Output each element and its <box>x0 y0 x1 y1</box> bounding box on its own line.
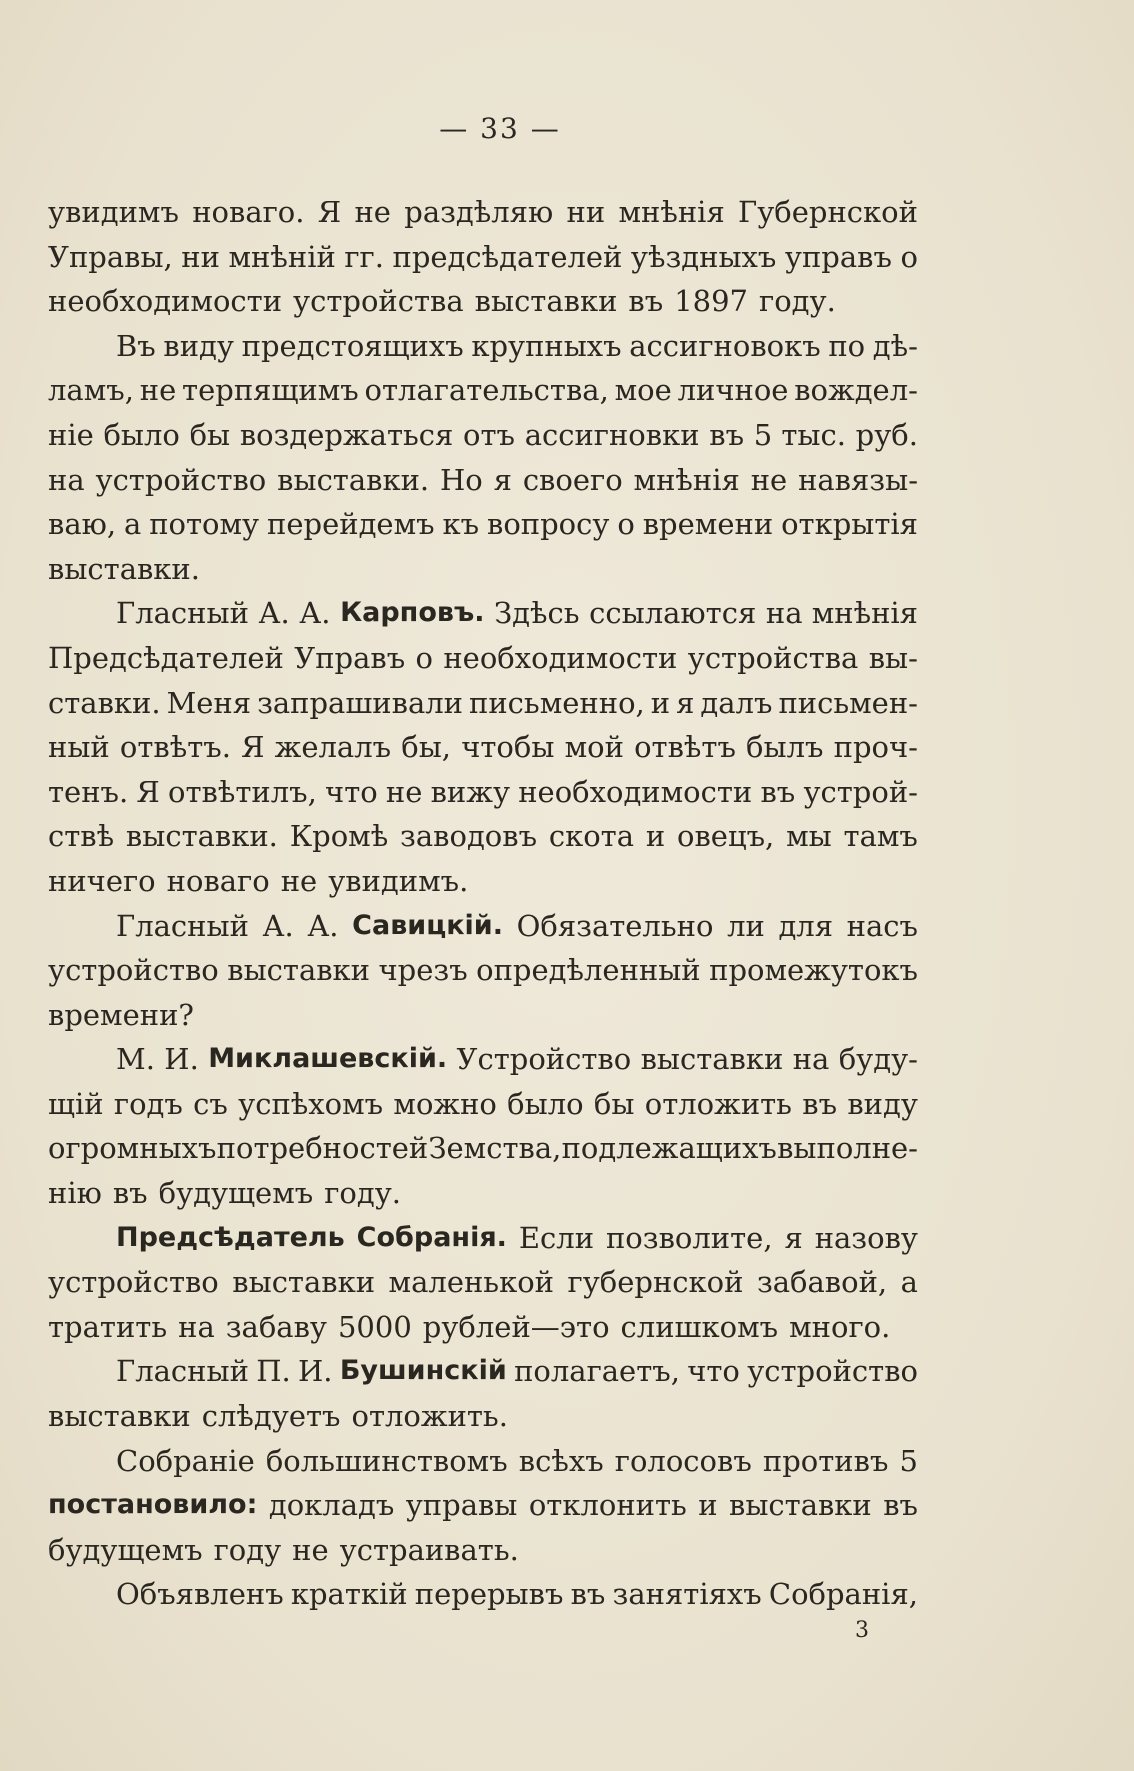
word: назову <box>814 1220 918 1255</box>
word: маленькой <box>388 1265 555 1300</box>
word: буду- <box>838 1042 918 1077</box>
word: и <box>650 685 671 720</box>
word: 5000 <box>337 1309 412 1344</box>
word: Земства, <box>428 1131 562 1166</box>
word: къ <box>442 507 480 542</box>
word: не <box>750 462 788 497</box>
text-line <box>48 1260 918 1305</box>
word: терпящимъ <box>182 373 359 408</box>
text-line <box>48 190 918 235</box>
word: Меня <box>166 685 252 720</box>
word: постановило: <box>48 1489 258 1521</box>
word: устройство <box>747 1354 918 1389</box>
word: а <box>124 507 142 542</box>
word: чрезъ <box>378 953 468 988</box>
word: тенъ. <box>48 774 129 809</box>
word: въ <box>709 417 745 452</box>
word: Устройство <box>456 1042 632 1077</box>
word: устройство <box>48 953 219 988</box>
word: дѣ- <box>872 328 918 363</box>
word: управы <box>405 1488 518 1523</box>
word: ни <box>181 239 220 274</box>
word: отклонить <box>528 1488 687 1523</box>
word: отъ <box>463 417 515 452</box>
text-line <box>48 904 918 949</box>
word: въ <box>760 774 796 809</box>
word: много. <box>789 1309 891 1344</box>
word: мнѣнія <box>633 462 740 497</box>
word: новаго <box>166 863 270 898</box>
word: открытія <box>781 507 918 542</box>
text-line <box>48 948 918 993</box>
word: что <box>687 1354 740 1389</box>
word: о <box>617 507 635 542</box>
word: рублей—это <box>422 1309 610 1344</box>
text-line <box>48 1572 918 1617</box>
word: устройство <box>48 1265 219 1300</box>
word: я <box>676 685 695 720</box>
word: было <box>103 417 180 452</box>
word: 1897 <box>674 284 749 319</box>
word: Я <box>136 774 160 809</box>
word: большинствомъ <box>265 1443 508 1478</box>
word: ассигновокъ <box>629 328 821 363</box>
word: Объявленъ <box>116 1577 284 1612</box>
word: не <box>385 774 423 809</box>
word: виду <box>163 328 234 363</box>
word: проч- <box>833 730 918 765</box>
text-line <box>48 1126 918 1171</box>
word: запрашивали <box>257 685 464 720</box>
text-line <box>48 368 918 413</box>
word: Обязательно <box>516 908 714 943</box>
text-line <box>48 770 918 815</box>
word: И. <box>298 1354 333 1389</box>
word: мы <box>786 819 832 854</box>
word: Собраніе <box>116 1443 255 1478</box>
word: Здѣсь <box>494 596 580 631</box>
word: необходимости <box>48 284 283 319</box>
word: мое <box>614 373 672 408</box>
word: увидимъ. <box>328 863 469 898</box>
text-line <box>48 279 918 324</box>
text-line <box>48 547 918 592</box>
word: П. <box>256 1354 291 1389</box>
word: предстоящихъ <box>241 328 464 363</box>
word: выполне- <box>777 1131 918 1166</box>
word: выставки. <box>48 551 200 586</box>
word: не <box>354 195 391 229</box>
word: Кромѣ <box>289 819 389 854</box>
word: устрой- <box>803 774 918 809</box>
word: отлагательства, <box>364 373 609 408</box>
word: чтобы <box>461 730 555 765</box>
word: Гласный <box>116 908 249 943</box>
word: полагаетъ, <box>514 1354 680 1389</box>
word: Бушинскій <box>339 1355 507 1387</box>
word: гг. <box>344 239 384 274</box>
signature-mark: 3 <box>855 1618 869 1643</box>
word: ваю, <box>48 507 117 542</box>
word: щій <box>48 1086 104 1121</box>
word: раздѣляю <box>404 195 554 229</box>
word: нію <box>48 1176 102 1211</box>
text-line <box>48 1082 918 1127</box>
word: ствѣ <box>48 819 115 854</box>
text-line <box>48 1305 918 1350</box>
word: для <box>778 908 834 943</box>
word: своего <box>522 462 623 497</box>
word: виду <box>847 1086 918 1121</box>
word: А. <box>262 908 294 943</box>
text-line <box>48 725 918 770</box>
word: вождел- <box>794 373 918 408</box>
word: времени? <box>48 997 194 1032</box>
word: выставки <box>48 1399 191 1434</box>
text-line <box>48 859 918 904</box>
word: Если <box>518 1220 595 1255</box>
word: необходимости <box>443 640 678 675</box>
word: въ <box>570 1577 606 1612</box>
word: навязы- <box>798 462 918 497</box>
word: желалъ <box>274 730 392 765</box>
word: Я <box>317 195 342 229</box>
word: противъ <box>762 1443 889 1478</box>
word: отвѣтилъ, <box>168 774 317 809</box>
word: Въ <box>116 328 156 363</box>
word: что <box>325 774 378 809</box>
word: въ <box>112 1176 148 1211</box>
word: мнѣній <box>228 239 336 274</box>
text-line <box>48 1394 918 1439</box>
word: въ <box>628 284 664 319</box>
word: М. <box>116 1042 155 1077</box>
word: бы <box>593 1086 635 1121</box>
word: Предсѣдателей <box>48 640 284 675</box>
word: овецъ, <box>677 819 775 854</box>
word: промежутокъ <box>709 953 918 988</box>
text-line <box>48 1528 918 1573</box>
word: выставки. <box>277 462 430 497</box>
word: предсѣдателей <box>392 239 623 274</box>
word: увидимъ <box>48 195 179 229</box>
word: докладъ <box>268 1488 395 1523</box>
word: занятіяхъ <box>612 1577 762 1612</box>
page-number: — 33 — <box>439 112 561 145</box>
word: Но <box>440 462 483 497</box>
word: А. <box>307 908 339 943</box>
word: перейдемъ <box>267 507 435 542</box>
word: новаго. <box>192 195 305 229</box>
word: и <box>645 819 666 854</box>
word: Предсѣдатель <box>116 1221 345 1253</box>
word: на <box>48 462 85 497</box>
word: А. <box>299 596 331 631</box>
word: всѣхъ <box>518 1443 604 1478</box>
word: на мнѣнія <box>765 596 918 631</box>
word: 5 тыс. <box>753 417 846 452</box>
text-line <box>48 235 918 280</box>
word: выставки <box>729 1488 872 1523</box>
word: подлежащихъ <box>561 1131 777 1166</box>
word: краткій <box>290 1577 408 1612</box>
word: письменно, <box>469 685 645 720</box>
word: году. <box>759 284 836 319</box>
word: А. <box>258 596 290 631</box>
word: по <box>828 328 866 363</box>
word: не <box>280 863 318 898</box>
word: будущемъ <box>48 1532 203 1567</box>
word: отложить <box>644 1086 792 1121</box>
word: голосовъ <box>614 1443 752 1478</box>
word: ставки. <box>48 685 161 720</box>
word: управъ <box>784 239 892 274</box>
word: о <box>900 239 918 274</box>
word: устройство <box>95 462 267 497</box>
word: личное <box>677 373 789 408</box>
word: ламъ, <box>48 373 134 408</box>
text-line <box>48 591 918 636</box>
word: забавой, <box>756 1265 888 1300</box>
text-line <box>48 636 918 681</box>
word: въ <box>802 1086 838 1121</box>
word: И. <box>164 1042 199 1077</box>
word: бы <box>189 417 231 452</box>
word: съ <box>193 1086 228 1121</box>
text-line <box>48 681 918 726</box>
text-line <box>48 1171 918 1216</box>
word: вижу <box>430 774 511 809</box>
text-line <box>48 1483 918 1528</box>
word: ссылаются <box>589 596 757 631</box>
word: Губернской <box>738 195 918 229</box>
text-line <box>48 324 918 369</box>
word: году <box>213 1532 282 1567</box>
word: Я <box>241 730 265 765</box>
text-line <box>48 814 918 859</box>
text-line <box>48 502 918 547</box>
body-text <box>48 190 918 1617</box>
word: было <box>507 1086 584 1121</box>
word: губернской <box>567 1265 744 1300</box>
word: слишкомъ <box>620 1309 779 1344</box>
text-line <box>48 413 918 458</box>
word: забаву <box>225 1309 327 1344</box>
word: ніе <box>48 417 94 452</box>
text-line <box>48 993 918 1038</box>
word: огромныхъ <box>48 1131 217 1166</box>
word: на <box>178 1309 215 1344</box>
word: выставки <box>227 953 371 988</box>
word: о <box>415 640 433 675</box>
word: опредѣленный <box>476 953 701 988</box>
word: времени <box>642 507 774 542</box>
word: тратить <box>48 1309 168 1344</box>
word: Управы, <box>48 239 173 274</box>
word: бы, <box>401 730 452 765</box>
word: потому <box>149 507 260 542</box>
word: годъ <box>113 1086 183 1121</box>
word: устройства <box>293 284 464 319</box>
word: вопросу <box>487 507 610 542</box>
word: Миклашевскій. <box>208 1043 448 1075</box>
word: насъ <box>846 908 918 943</box>
word: будущемъ <box>158 1176 314 1211</box>
word: можно <box>393 1086 497 1121</box>
word: перерывъ <box>414 1577 564 1612</box>
word: выставки <box>232 1265 376 1300</box>
word: выставки <box>640 1042 784 1077</box>
word: позволите, <box>605 1220 773 1255</box>
word: выставки <box>474 284 618 319</box>
word: потребностей <box>216 1131 429 1166</box>
word: ни <box>566 195 606 229</box>
word: слѣдуетъ <box>201 1399 341 1434</box>
word: въ <box>883 1488 918 1523</box>
text-line <box>48 1349 918 1394</box>
word: Карповъ. <box>340 597 485 629</box>
word: заводовъ <box>400 819 538 854</box>
word: ный <box>48 730 110 765</box>
text-line <box>48 1439 918 1484</box>
word: выставки. <box>125 819 278 854</box>
word: не <box>139 373 177 408</box>
word: Гласный <box>116 596 249 631</box>
word: отвѣтъ. <box>119 730 231 765</box>
word: мнѣнія <box>618 195 725 229</box>
word: и <box>698 1488 718 1523</box>
word: а <box>900 1265 918 1300</box>
word: я <box>493 462 512 497</box>
word: Собранія, <box>768 1577 918 1612</box>
word: мой <box>564 730 624 765</box>
word: письмен- <box>778 685 918 720</box>
word: вы- <box>868 640 918 675</box>
word: году. <box>324 1176 402 1211</box>
word: устраивать. <box>339 1532 519 1567</box>
word: Управъ <box>294 640 406 675</box>
word: крупныхъ <box>471 328 622 363</box>
word: уѣздныхъ <box>630 239 777 274</box>
word: успѣхомъ <box>238 1086 384 1121</box>
word: не <box>292 1532 329 1567</box>
word: руб. <box>855 417 918 452</box>
word: былъ <box>746 730 824 765</box>
word: воздержаться <box>239 417 454 452</box>
word: ли <box>727 908 765 943</box>
word: скота <box>548 819 635 854</box>
word: ничего <box>48 863 156 898</box>
word: я <box>784 1220 803 1255</box>
word: на <box>792 1042 830 1077</box>
word: Собранія. <box>356 1221 507 1253</box>
word: Савицкій. <box>352 909 503 941</box>
word: отложить. <box>351 1399 508 1434</box>
word: 5 <box>899 1443 918 1478</box>
text-line <box>48 1216 918 1261</box>
word: необходимости <box>518 774 753 809</box>
word: ассигновки <box>524 417 700 452</box>
word: Гласный <box>116 1354 249 1389</box>
word: тамъ <box>843 819 918 854</box>
text-line <box>48 458 918 503</box>
word: устройства <box>687 640 859 675</box>
word: отвѣтъ <box>634 730 736 765</box>
text-line <box>48 1037 918 1082</box>
word: далъ <box>700 685 773 720</box>
